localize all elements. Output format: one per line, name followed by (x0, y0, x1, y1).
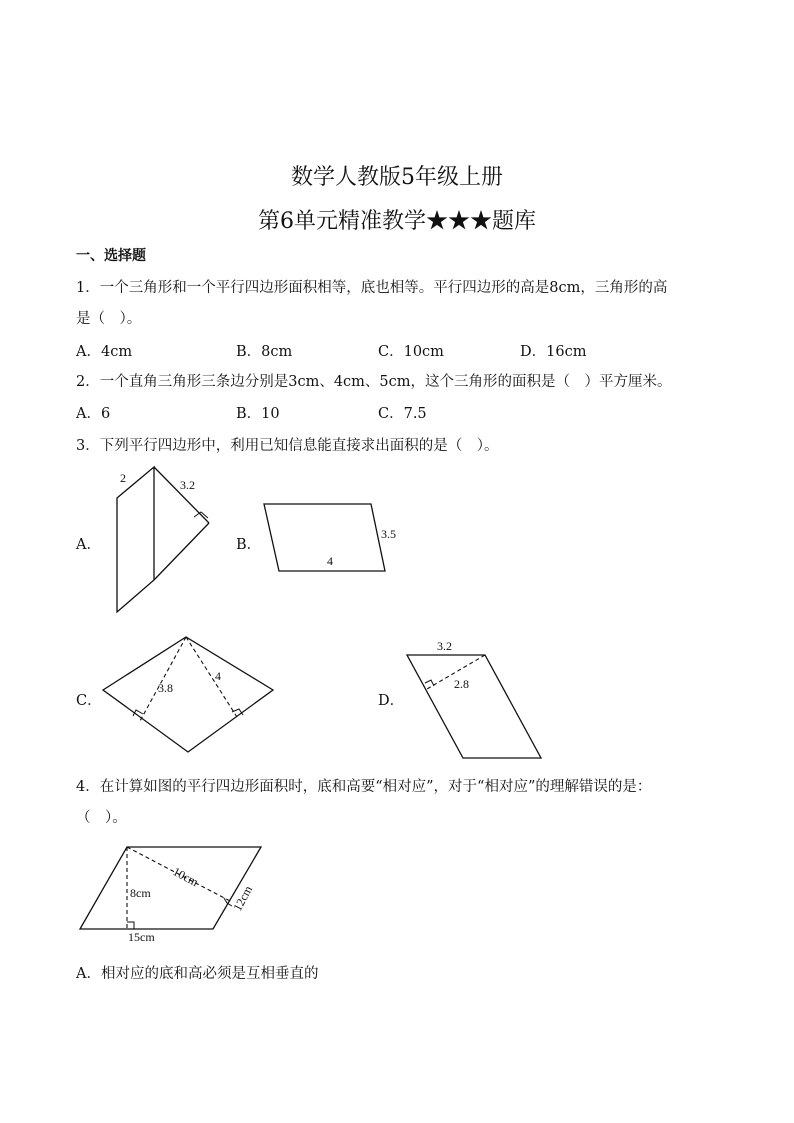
question-4-line-2: （ ）。 (76, 810, 127, 826)
q3-option-c: C． (76, 693, 102, 709)
fig-q4-side-label: 12cm (230, 883, 256, 914)
page-title: 数学人教版5年级上册 (291, 165, 503, 190)
question-2-text: 2．一个直角三角形三条边分别是3cm、4cm、5cm，这个三角形的面积是（ ）平方厘米。 (76, 374, 672, 390)
q2-option-c: C．7.5 (378, 406, 427, 422)
fig-d-top-label: 3.2 (437, 639, 452, 653)
q1-option-a: A．4cm (76, 344, 133, 360)
question-3-text: 3．下列平行四边形中，利用已知信息能直接求出面积的是（ ）。 (76, 438, 499, 454)
question-1-line-2: 是（ ）。 (76, 311, 142, 327)
question-4-line-1: 4．在计算如图的平行四边形面积时，底和高要“相对应”，对于“相对应”的理解错误的是： (76, 779, 652, 795)
section-heading: 一、选择题 (76, 248, 146, 264)
q1-option-d: D．16cm (520, 344, 587, 360)
q1-option-c: C．10cm (378, 344, 444, 360)
fig-a-side-label: 2 (120, 471, 126, 485)
q2-option-b: B．10 (236, 406, 280, 422)
q3-option-b: B． (236, 537, 262, 553)
fig-b-side-label: 3.5 (381, 527, 396, 541)
fig-q4-h-label: 8cm (130, 886, 151, 900)
fig-b-base-label: 4 (327, 554, 333, 568)
fig-c-height-2-label: 4 (215, 669, 221, 683)
fig-q4-base-label: 15cm (128, 930, 155, 944)
q2-option-a: A．6 (76, 406, 111, 422)
right-angle-mark (127, 922, 134, 929)
fig-c-height-1-label: 3.8 (158, 681, 173, 695)
fig-a-height-label: 3.2 (180, 478, 195, 492)
fig-q4-diag-label: 10cm (170, 864, 201, 890)
q1-option-b: B．8cm (236, 344, 293, 360)
q3-option-d: D． (378, 693, 405, 709)
parallelogram-q4 (80, 847, 261, 929)
q3-option-a: A． (76, 537, 101, 553)
page-subtitle: 第6单元精准教学★★★题库 (258, 209, 536, 234)
question-1-line-1: 1．一个三角形和一个平行四边形面积相等，底也相等。平行四边形的高是8cm，三角形的高 (76, 280, 668, 296)
q4-option-a: A．相对应的底和高必须是互相垂直的 (76, 966, 319, 982)
fig-d-height-label: 2.8 (454, 677, 469, 691)
